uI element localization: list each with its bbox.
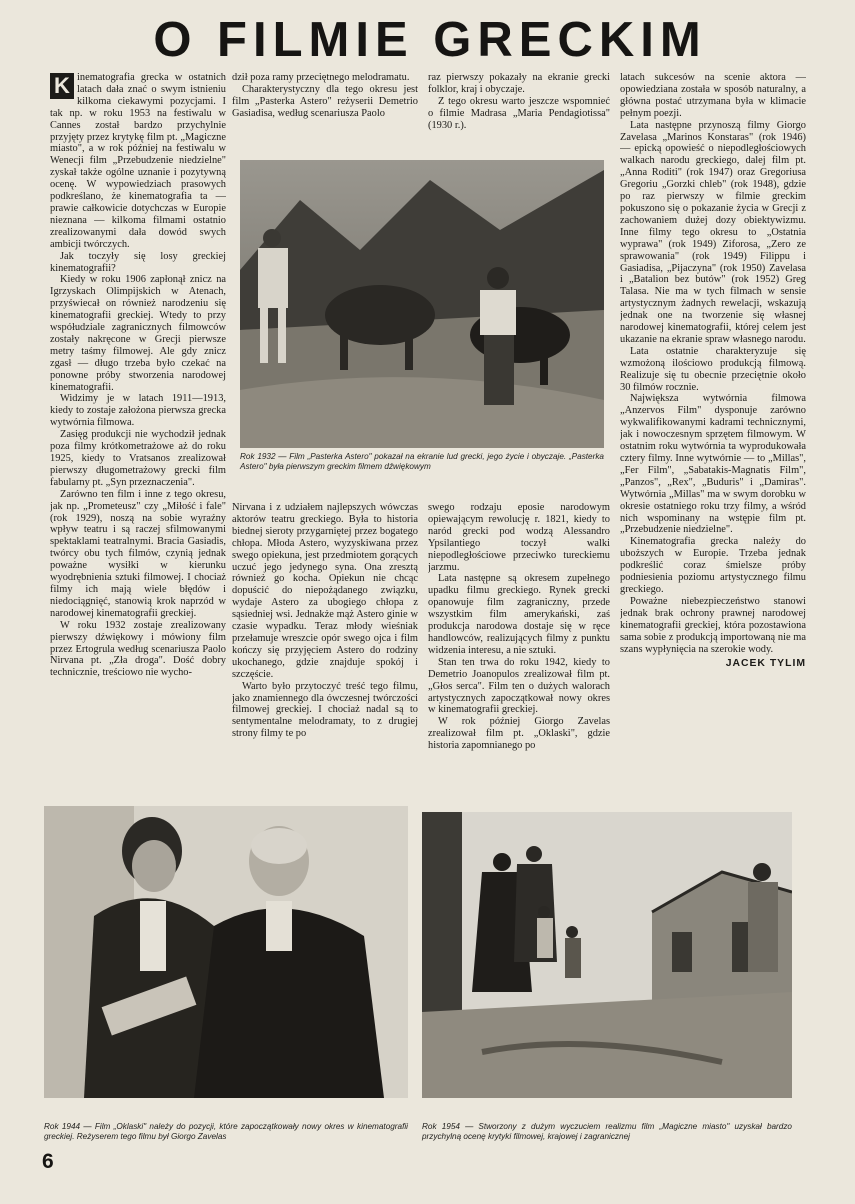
photo-caption-3: Rok 1954 — Stworzony z dużym wyczuciem realizmu film „Magiczne miasto" uzyskał bardzo przychylną ocenę krytyki filmowej, krajowej i zagranicznej: [422, 1122, 792, 1142]
text-column-2: [232, 72, 418, 152]
paragraph: raz pierwszy pokazały na ekranie grecki folklor, kraj i obyczaje.: [428, 72, 610, 95]
paragraph: Lata następne przynoszą filmy Giorgo Zavelasa „Marinos Konstaras" (rok 1946) — epicką opowieść o niepodległościowych walkach narodu greckiego, dalej film pt. „Anna Roditi" (rok 1947) oraz Gregoriusa Gregoriu „Gorzki chleb" (rok 1948), gdzie po raz pierwszy w filmie greckim pokuszono się o pokazanie życia w Grecji z zachowaniem dużej dozy obiektywizmu. Inne filmy tego okresu to „Ostatnia wyprawa" (rok 1949) Ziforosa, „Zero ze sprawowania" (rok 1949) Filippu i Gasiadisa, „Pijaczyna" (rok 1950) Zavelasa i „Batalion bez butów" (rok 1952) Greg Talasa. Nie ma w tych filmach w sensie artystycznym żadnych rewelacji, wskazują jednak one na tworzenie się własnej narodowej kinematografii, której celem jest ukazanie na ekranie spraw własnego narodu.: [620, 119, 806, 345]
film-still-applause: [44, 806, 408, 1098]
paragraph: W rok później Giorgo Zavelas zrealizował film pt. „Oklaski", gdzie historia zapomnianego po: [428, 716, 610, 752]
paragraph: swego rodzaju eposie narodowym opiewającym rewolucję r. 1821, kiedy to naród grecki pod wodzą Alessandro Ypsilantiego toczył walki niepodległościowe przeciwko tureckiemu jarzmu.: [428, 502, 610, 573]
text-column-6: [428, 502, 610, 790]
text-column-3: [428, 72, 610, 152]
paragraph: Charakterystyczny dla tego okresu jest film „Pasterka Astero" reżyserii Demetrio Gasiadisa, według scenariusza Paolo: [232, 83, 418, 119]
paragraph: Kinematografia grecka należy do uboższych w Europie. Trzeba jednak podkreślić coraz śmielsze próby podniesienia poziomu artystycznego filmu greckiego.: [620, 536, 806, 595]
text-column-1: [50, 72, 226, 790]
paragraph: Zasięg produkcji nie wychodził jednak poza filmy krótkometrażowe aż do roku 1925, kiedy to Vratsanos zrealizował pierwszy długometrażowy grecki film fabularny pt. „Syn przeznaczenia".: [50, 429, 226, 488]
page-number: 6: [42, 1150, 54, 1173]
paragraph: Widzimy je w latach 1911—1913, kiedy to zostaje założona pierwsza grecka wytwórnia filmowa.: [50, 393, 226, 429]
article-title: O FILMIE GRECKIM: [153, 13, 707, 67]
paragraph: Kiedy w roku 1906 zapłonął znicz na Igrzyskach Olimpijskich w Atenach, przyświecał on również narodzeniu się kinematografii greckiej. Wtedy to przy współudziale zagranicznych filmowców zostały nakręcone w Grecji pierwsze metry taśmy filmowej. Ale gdy znicz zgasł — długo trzeba było czekać na ponowne próby stworzenia narodowej kinematografii.: [50, 274, 226, 393]
lead-paragraph: [50, 72, 226, 251]
paragraph: W roku 1932 zostaje zrealizowany pierwszy dźwiękowy i mówiony film przez Ertogrula według scenariusza Paolo Nirvana pt. „Zła droga". Dość dobry technicznie, treściowo nie wycho-: [50, 619, 226, 679]
paragraph-text: inematografia grecka w ostatnich latach dała znać o swym istnieniu kilkoma ciekawymi pozycjami. I tak np. w roku 1953 na festiwalu w Cannes został bardzo przychylnie przyjęty przez krytykę film pt. „Magiczne miasto", a w rok później na festiwalu w Wenecji film „Przebudzenie niedzielne" zyskał także ogólne uznanie i pozytywną ocenę. W wypowiedziach prasowych podkreślano, że kinematografia ta — prawie całkowicie dotychczas w Europie nieznana — kilkoma filmami ostatnio zrealizowanymi dała dowód swych ambicji twórczych.: [50, 72, 226, 250]
text-column-5: [232, 502, 418, 790]
text-column-4: [620, 72, 806, 790]
film-still-shepherdess: [240, 160, 604, 448]
film-still-image: [44, 806, 408, 1098]
paragraph: Zarówno ten film i inne z tego okresu, jak np. „Prometeusz" czy „Miłość i fale" (rok 1929), noszą na sobie wyraźny wpływ teatru i są raczej sfilmowanymi spektaklami teatralnymi. Bracia Gasiadis, twórcy obu tych filmów, czynią jednak poważne wysiłki w kierunku wyodrębnienia sztuki filmowej. I chociaż filmy ich mają wiele błędów i niedociągnięć, stanowią krok naprzód w narodowej kinematografii greckiej.: [50, 488, 226, 619]
paragraph: Warto było przytoczyć treść tego filmu, jako znamiennego dla ówczesnej twórczości filmowej greckiej. I chociaż nadal są to sentymentalne melodramaty, to z drugiej strony filmy te po: [232, 680, 418, 740]
paragraph: Nirvana i z udziałem najlepszych wówczas aktorów teatru greckiego. Była to historia biednej sieroty przygarniętej przez bogatego chłopa. Młoda Astero, wyzyskiwana przez swego opiekuna, jest przedmiotem gorących uczuć jego jedynego syna. Ona zresztą również go kocha. Opiekun nie chcąc dopuścić do niepożądanego związku, wydaje Astero za ubogiego chłopa z sąsiedniej wsi. Jednakże mąż Astero ginie w czasie wypadku. Teraz młody wieśniak przełamuje wreszcie opór swego ojca i film kończy się przyjęciem Astero do rodziny ukochanego, gdzie znajduje spokój i szczęście.: [232, 502, 418, 680]
paragraph: dził poza ramy przeciętnego melodramatu.: [232, 72, 410, 83]
film-still-magic-city: [422, 812, 792, 1098]
film-still-image: [240, 160, 604, 448]
author-signature: JACEK TYLIM: [725, 658, 806, 670]
paragraph: Jak toczyły się losy greckiej kinematografii?: [50, 250, 226, 274]
paragraph: Z tego okresu warto jeszcze wspomnieć o filmie Madrasa „Maria Pendagiotissa" (1930 r.).: [428, 95, 610, 131]
paragraph: Lata ostatnie charakteryzuje się wzmożoną ilościowo produkcją filmową. Realizuje się tu obecnie przeciętnie około 30 filmów rocznie.: [620, 345, 806, 393]
paragraph: Poważne niebezpieczeństwo stanowi jednak brak ochrony prawnej narodowej kinematografii greckiej, która pozostawiona sama sobie z produkcją importowaną nie ma szans wypłynięcia na szerokie wody.: [620, 595, 806, 655]
paragraph: Stan ten trwa do roku 1942, kiedy to Demetrio Joanopulos zrealizował film pt. „Głos serca". Film ten o dużych walorach artystycznych zapoczątkował nowy okres w kinematografii greckiej.: [428, 656, 610, 716]
photo-caption-1: Rok 1932 — Film „Pasterka Astero" pokazał na ekranie lud grecki, jego życie i obyczaje. „Pasterka Astero" była pierwszym greckim filmem dźwiękowym: [240, 452, 604, 472]
drop-cap: K: [50, 73, 74, 99]
film-still-image: [422, 812, 792, 1098]
photo-caption-2: Rok 1944 — Film „Oklaski" należy do pozycji, które zapoczątkowały nowy okres w kinematografii greckiej. Reżyserem tego filmu był Giorgo Zavelas: [44, 1122, 408, 1142]
paragraph: latach sukcesów na scenie aktora — opowiedziana została w sposób naturalny, a główna postać utrzymana była w klimacie pełnym poezji.: [620, 72, 806, 119]
paragraph: Lata następne są okresem zupełnego upadku filmu greckiego. Rynek grecki opanowuje film zagraniczny, przede wszystkim film amerykański, zaś produkcja narodowa dostaje się w ręce handlowców, realizujących filmy z punktu widzenia interesu, a nie sztuki.: [428, 573, 610, 656]
paragraph: Największa wytwórnia filmowa „Anzervos Film" dysponuje zarówno wykwalifikowanymi kadrami technicznymi, jak i nowoczesnym sprzętem filmowym. W ostatnim roku wytwórnia ta wyprodukowała cztery filmy. Inne wytwórnie — to „Millas", „Fer Film", „Sabatakis-Magnatis Film", „Panzos", „Rex", „Buduris" i „Damiras". Wytwórnia „Millas" ma w swym dorobku w okresie ostatniego roku trzy filmy, a wśród nich wspominany na wstępie film pt. „Przebudzenie niedzielne".: [620, 393, 806, 536]
